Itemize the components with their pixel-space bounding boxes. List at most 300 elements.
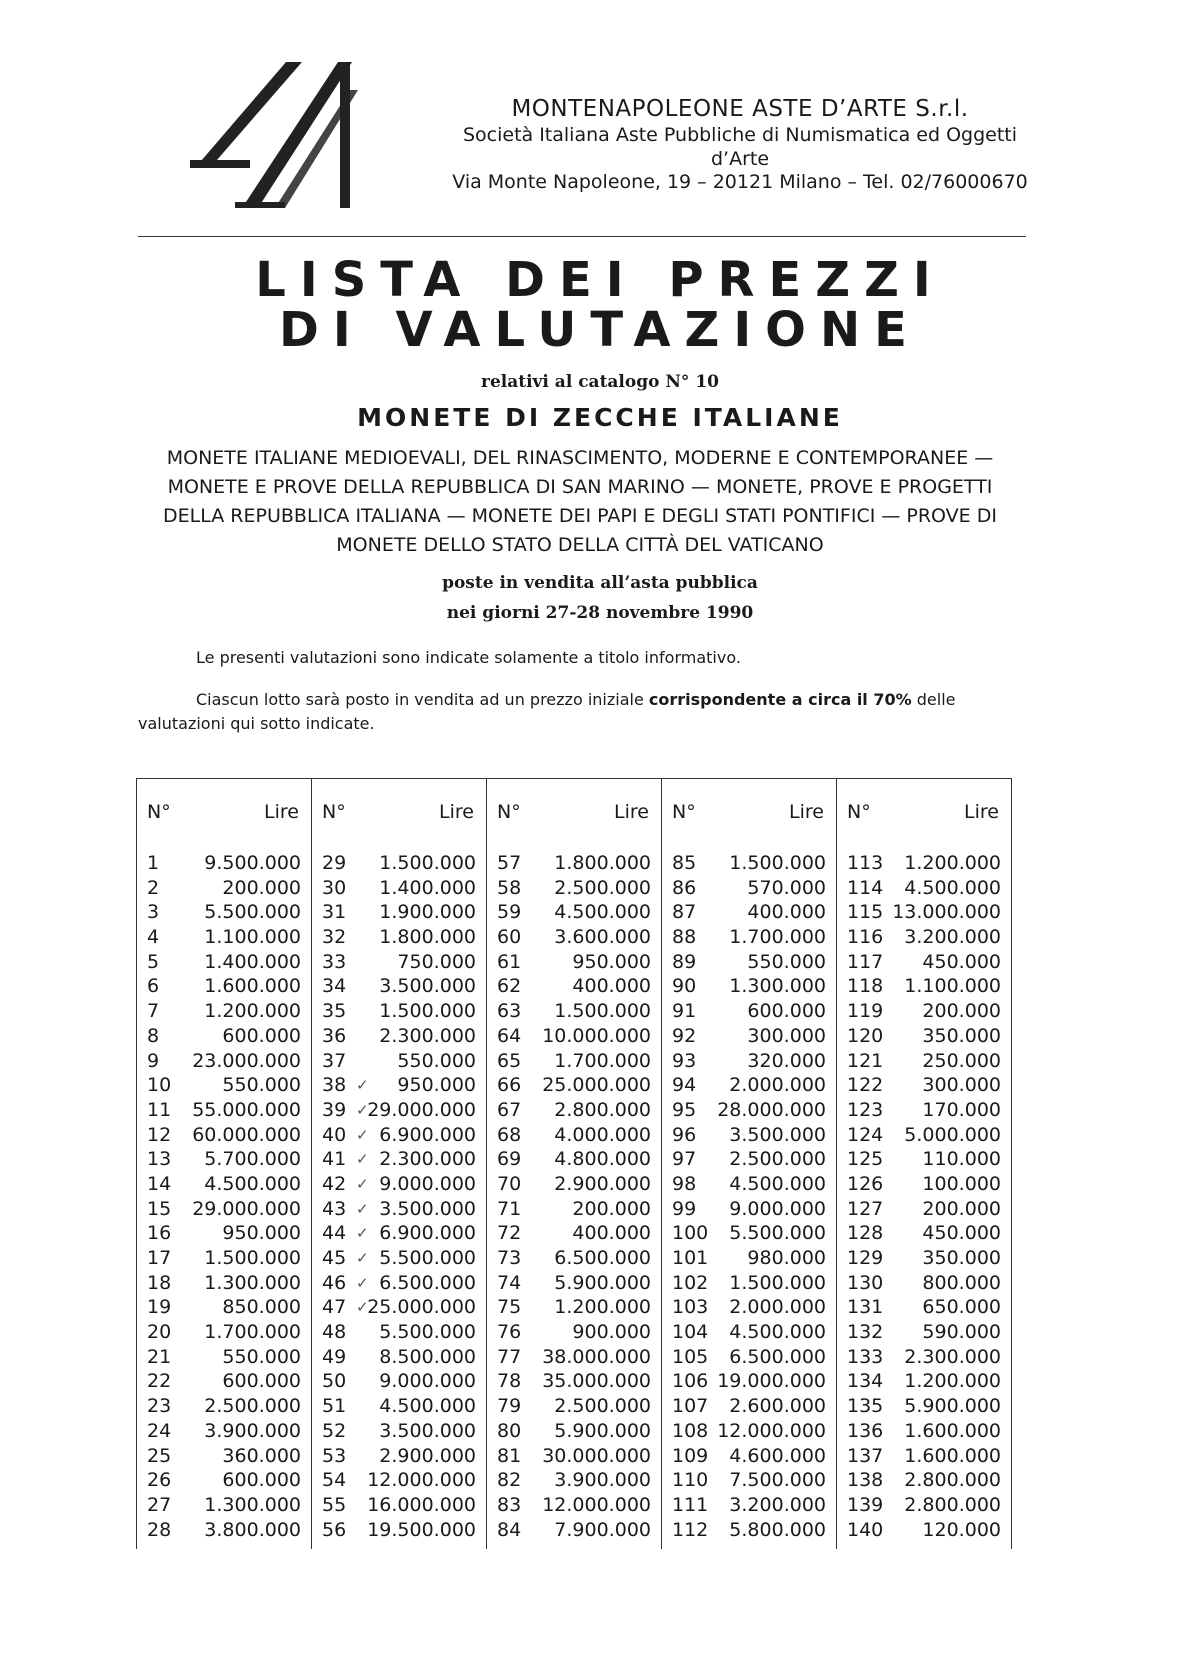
lot-value: 12.000.000	[542, 1493, 651, 1516]
lot-value: 1.800.000	[554, 852, 651, 874]
lot-number: 62	[497, 975, 522, 998]
lot-value: 650.000	[922, 1296, 1001, 1319]
table-row	[487, 1369, 661, 1394]
table-row	[837, 1444, 1011, 1469]
lot-number: 70	[497, 1172, 522, 1195]
table-row	[487, 1468, 661, 1493]
table-row	[837, 999, 1011, 1024]
table-row	[837, 1147, 1011, 1172]
table-row	[487, 1493, 661, 1518]
lot-number: 114	[847, 876, 884, 899]
table-row	[837, 1123, 1011, 1148]
table-row	[312, 1123, 486, 1148]
checkmark-icon: ✓	[356, 1174, 369, 1193]
table-row	[837, 1295, 1011, 1320]
table-row	[837, 1024, 1011, 1049]
lot-number: 134	[847, 1370, 884, 1393]
table-row	[837, 1172, 1011, 1197]
company-tagline: Società Italiana Aste Pubbliche di Numismatica ed Oggetti d’Arte	[462, 123, 1018, 170]
lot-value: 6.500.000	[554, 1247, 651, 1269]
table-row	[312, 1320, 486, 1345]
table-row	[662, 1073, 836, 1098]
table-row	[487, 950, 661, 975]
table-row	[312, 1518, 486, 1543]
header-lire: Lire	[264, 801, 299, 823]
lot-number: 8	[147, 1024, 160, 1047]
lot-value: 29.000.000	[367, 1098, 476, 1121]
lot-value: 1.600.000	[904, 1444, 1001, 1467]
lot-number: 137	[847, 1444, 884, 1467]
table-row	[137, 1073, 311, 1098]
lot-number: 35	[322, 1000, 347, 1023]
lot-number: 49	[322, 1345, 347, 1368]
lot-value: 3.500.000	[379, 975, 476, 998]
table-row	[312, 1493, 486, 1518]
lot-number: 126	[847, 1172, 884, 1195]
lot-number: 60	[497, 926, 522, 949]
table-row	[137, 1246, 311, 1271]
table-row	[312, 1098, 486, 1123]
table-row	[662, 876, 836, 901]
lot-number: 6	[147, 975, 160, 998]
lot-number: 76	[497, 1321, 522, 1344]
table-row	[312, 974, 486, 999]
table-row	[137, 999, 311, 1024]
table-row	[837, 950, 1011, 975]
lot-value: 5.700.000	[204, 1148, 301, 1171]
lot-value: 1.600.000	[904, 1419, 1001, 1442]
lot-value: 1.700.000	[729, 926, 826, 949]
table-row	[312, 1271, 486, 1296]
table-row	[312, 1295, 486, 1320]
checkmark-icon: ✓	[356, 1249, 369, 1267]
lot-value: 1.800.000	[379, 926, 476, 949]
lot-value: 2.800.000	[904, 1469, 1001, 1492]
lot-value: 200.000	[922, 1197, 1001, 1220]
lot-value: 2.000.000	[729, 1296, 826, 1319]
table-row	[837, 1518, 1011, 1543]
disclaimer: Le presenti valutazioni sono indicate solamente a titolo informativo.	[196, 648, 741, 667]
lot-value: 250.000	[922, 1049, 1001, 1072]
lot-value: 570.000	[747, 876, 826, 899]
lot-value: 4.500.000	[904, 876, 1001, 899]
lot-number: 22	[147, 1370, 172, 1393]
table-row	[487, 1024, 661, 1049]
lot-value: 29.000.000	[192, 1197, 301, 1220]
header-lot-number: N°	[322, 801, 346, 823]
lot-value: 1.300.000	[204, 1493, 301, 1516]
checkmark-icon: ✓	[356, 1125, 369, 1144]
table-row	[137, 1221, 311, 1246]
table-row	[312, 1221, 486, 1246]
table-row	[487, 1419, 661, 1444]
table-column	[486, 779, 661, 1549]
lot-number: 61	[497, 950, 522, 973]
table-row	[837, 851, 1011, 876]
table-row	[837, 1419, 1011, 1444]
lot-number: 109	[672, 1444, 709, 1467]
lot-number: 17	[147, 1247, 172, 1269]
table-row	[312, 1345, 486, 1370]
lot-value: 5.500.000	[379, 1321, 476, 1344]
table-row	[662, 1098, 836, 1123]
lot-number: 112	[672, 1518, 709, 1541]
lot-number: 133	[847, 1345, 884, 1368]
lot-number: 52	[322, 1419, 347, 1442]
starting-price-note: Ciascun lotto sarà posto in vendita ad un prezzo iniziale corrispondente a circa il 70% delle valutazioni qui sotto indicate.	[138, 690, 956, 733]
lot-number: 129	[847, 1247, 884, 1269]
lot-value: 9.000.000	[379, 1172, 476, 1195]
table-row	[137, 1518, 311, 1543]
lot-value: 1.200.000	[204, 1000, 301, 1023]
table-row	[312, 1444, 486, 1469]
lot-number: 20	[147, 1321, 172, 1344]
table-row	[837, 1493, 1011, 1518]
lot-value: 12.000.000	[367, 1469, 476, 1492]
lot-number: 4	[147, 926, 160, 949]
table-row	[837, 1197, 1011, 1222]
lot-value: 28.000.000	[717, 1098, 826, 1121]
table-row	[487, 1518, 661, 1543]
lot-number: 14	[147, 1172, 172, 1195]
lot-value: 550.000	[747, 950, 826, 973]
table-row	[312, 1419, 486, 1444]
lot-number: 34	[322, 975, 347, 998]
table-row	[137, 1098, 311, 1123]
lot-number: 71	[497, 1197, 522, 1220]
checkmark-icon: ✓	[356, 1199, 369, 1218]
table-row	[312, 1147, 486, 1172]
lot-value: 2.300.000	[379, 1024, 476, 1047]
table-column	[661, 779, 836, 1549]
lot-value: 6.900.000	[379, 1222, 476, 1245]
page-title-line2: DI VALUTAZIONE	[279, 302, 921, 358]
lot-value: 7.500.000	[729, 1469, 826, 1492]
lot-value: 950.000	[222, 1222, 301, 1245]
lot-value: 2.300.000	[379, 1148, 476, 1171]
lot-number: 118	[847, 975, 884, 998]
table-row	[137, 1024, 311, 1049]
lot-value: 5.500.000	[729, 1222, 826, 1245]
table-row	[837, 900, 1011, 925]
lot-value: 1.400.000	[204, 950, 301, 973]
table-row	[487, 876, 661, 901]
table-row	[662, 1197, 836, 1222]
lot-number: 1	[147, 852, 160, 874]
lot-value: 8.500.000	[379, 1345, 476, 1368]
lot-number: 56	[322, 1518, 347, 1541]
lot-number: 132	[847, 1321, 884, 1344]
table-row	[487, 1172, 661, 1197]
lot-value: 2.500.000	[554, 1395, 651, 1418]
table-row	[487, 1271, 661, 1296]
table-row	[662, 1493, 836, 1518]
lot-number: 110	[672, 1469, 709, 1492]
lot-value: 980.000	[747, 1247, 826, 1269]
table-row	[487, 1147, 661, 1172]
table-row	[312, 1172, 486, 1197]
lot-value: 7.900.000	[554, 1518, 651, 1541]
lot-value: 2.500.000	[729, 1148, 826, 1171]
lot-value: 9.500.000	[204, 852, 301, 874]
table-row	[137, 974, 311, 999]
lot-value: 13.000.000	[892, 901, 1001, 924]
lot-number: 93	[672, 1049, 697, 1072]
table-row	[137, 900, 311, 925]
table-row	[662, 974, 836, 999]
lot-number: 73	[497, 1247, 522, 1269]
table-row	[137, 1320, 311, 1345]
table-row	[312, 999, 486, 1024]
lot-number: 67	[497, 1098, 522, 1121]
lot-number: 23	[147, 1395, 172, 1418]
lot-number: 127	[847, 1197, 884, 1220]
lot-value: 1.500.000	[554, 1000, 651, 1023]
lot-value: 5.900.000	[554, 1419, 651, 1442]
table-row	[312, 900, 486, 925]
lot-number: 72	[497, 1222, 522, 1245]
lot-value: 900.000	[572, 1321, 651, 1344]
lot-number: 108	[672, 1419, 709, 1442]
lot-number: 122	[847, 1074, 884, 1097]
table-row	[312, 925, 486, 950]
checkmark-icon: ✓	[356, 1273, 369, 1292]
lot-number: 38	[322, 1074, 347, 1097]
lot-number: 43	[322, 1197, 347, 1220]
table-row	[662, 1345, 836, 1370]
table-row	[487, 1123, 661, 1148]
table-row	[137, 1295, 311, 1320]
table-row	[662, 950, 836, 975]
lot-number: 135	[847, 1395, 884, 1418]
lot-value: 10.000.000	[542, 1024, 651, 1047]
lot-value: 5.900.000	[554, 1271, 651, 1294]
lot-value: 1.200.000	[904, 1370, 1001, 1393]
table-row	[837, 1098, 1011, 1123]
lot-value: 30.000.000	[542, 1444, 651, 1467]
table-row	[662, 1221, 836, 1246]
lot-number: 37	[322, 1049, 347, 1072]
lot-number: 105	[672, 1345, 709, 1368]
lot-number: 83	[497, 1493, 522, 1516]
checkmark-icon: ✓	[356, 1298, 369, 1317]
table-row	[137, 1049, 311, 1074]
lot-value: 1.400.000	[379, 876, 476, 899]
table-row	[837, 1073, 1011, 1098]
lot-number: 44	[322, 1222, 347, 1245]
lot-value: 300.000	[922, 1074, 1001, 1097]
lot-number: 59	[497, 901, 522, 924]
lot-value: 590.000	[922, 1321, 1001, 1344]
lot-number: 100	[672, 1222, 709, 1245]
lot-number: 99	[672, 1197, 697, 1220]
lot-number: 31	[322, 901, 347, 924]
lot-value: 600.000	[222, 1469, 301, 1492]
lot-number: 51	[322, 1395, 347, 1418]
table-row	[312, 950, 486, 975]
table-row	[837, 1271, 1011, 1296]
lot-number: 63	[497, 1000, 522, 1023]
table-row	[312, 1073, 486, 1098]
lot-number: 69	[497, 1148, 522, 1171]
table-row	[837, 1320, 1011, 1345]
table-row	[137, 1147, 311, 1172]
table-row	[662, 1419, 836, 1444]
section-heading: MONETE DI ZECCHE ITALIANE	[357, 403, 843, 432]
table-row	[662, 1369, 836, 1394]
lot-value: 2.500.000	[554, 876, 651, 899]
header-lire: Lire	[789, 801, 824, 823]
table-row	[487, 925, 661, 950]
lot-value: 3.600.000	[554, 926, 651, 949]
lot-value: 1.700.000	[554, 1049, 651, 1072]
lot-number: 2	[147, 876, 160, 899]
table-row	[662, 1271, 836, 1296]
table-row	[837, 1369, 1011, 1394]
lot-value: 3.900.000	[204, 1419, 301, 1442]
lot-number: 81	[497, 1444, 522, 1467]
lot-value: 850.000	[222, 1296, 301, 1319]
table-row	[312, 851, 486, 876]
header-divider	[138, 236, 1026, 237]
table-row	[137, 1468, 311, 1493]
lot-value: 2.300.000	[904, 1345, 1001, 1368]
lot-value: 1.500.000	[204, 1247, 301, 1269]
lot-value: 1.100.000	[904, 975, 1001, 998]
lot-value: 1.300.000	[729, 975, 826, 998]
lot-value: 3.800.000	[204, 1518, 301, 1541]
lot-number: 19	[147, 1296, 172, 1319]
lot-number: 121	[847, 1049, 884, 1072]
lot-value: 200.000	[572, 1197, 651, 1220]
lot-value: 1.900.000	[379, 901, 476, 924]
company-name: MONTENAPOLEONE ASTE D’ARTE S.r.l.	[511, 96, 969, 122]
table-row	[137, 851, 311, 876]
lot-value: 12.000.000	[717, 1419, 826, 1442]
lot-value: 600.000	[747, 1000, 826, 1023]
lot-value: 9.000.000	[379, 1370, 476, 1393]
lot-value: 2.000.000	[729, 1074, 826, 1097]
lot-number: 97	[672, 1148, 697, 1171]
lot-value: 38.000.000	[542, 1345, 651, 1368]
lot-value: 3.500.000	[729, 1123, 826, 1146]
table-row	[662, 1123, 836, 1148]
lot-value: 1.300.000	[204, 1271, 301, 1294]
lot-value: 2.900.000	[379, 1444, 476, 1467]
lot-value: 1.500.000	[379, 852, 476, 874]
lot-number: 104	[672, 1321, 709, 1344]
table-column	[311, 779, 486, 1549]
lot-value: 350.000	[922, 1024, 1001, 1047]
lot-number: 45	[322, 1247, 347, 1269]
lot-number: 102	[672, 1271, 709, 1294]
lot-value: 35.000.000	[542, 1370, 651, 1393]
lot-number: 130	[847, 1271, 884, 1294]
table-row	[837, 1468, 1011, 1493]
lot-number: 78	[497, 1370, 522, 1393]
lot-number: 24	[147, 1419, 172, 1442]
lot-number: 33	[322, 950, 347, 973]
table-row	[312, 1049, 486, 1074]
table-row	[137, 1394, 311, 1419]
lot-number: 39	[322, 1098, 347, 1121]
lot-value: 2.800.000	[904, 1493, 1001, 1516]
lot-number: 41	[322, 1148, 347, 1171]
lot-number: 86	[672, 876, 697, 899]
lot-number: 101	[672, 1247, 709, 1269]
lot-value: 600.000	[222, 1024, 301, 1047]
lot-number: 64	[497, 1024, 522, 1047]
lot-value: 4.500.000	[379, 1395, 476, 1418]
table-row	[662, 1320, 836, 1345]
lot-number: 26	[147, 1469, 172, 1492]
lot-number: 85	[672, 852, 697, 874]
lot-number: 53	[322, 1444, 347, 1467]
header-lot-number: N°	[847, 801, 871, 823]
company-logo	[190, 60, 370, 220]
table-row	[662, 1518, 836, 1543]
table-row	[312, 1024, 486, 1049]
table-row	[487, 974, 661, 999]
checkmark-icon: ✓	[356, 1100, 369, 1119]
lot-value: 2.600.000	[729, 1395, 826, 1418]
lot-number: 28	[147, 1518, 172, 1541]
auction-dates: nei giorni 27-28 novembre 1990	[446, 603, 754, 623]
table-row	[662, 1049, 836, 1074]
table-row	[137, 1197, 311, 1222]
table-row	[487, 1197, 661, 1222]
lot-value: 6.500.000	[379, 1271, 476, 1294]
table-row	[837, 1394, 1011, 1419]
table-row	[487, 1345, 661, 1370]
lot-number: 21	[147, 1345, 172, 1368]
table-row	[662, 1024, 836, 1049]
lot-number: 84	[497, 1518, 522, 1541]
table-row	[837, 1345, 1011, 1370]
lot-number: 91	[672, 1000, 697, 1023]
lot-value: 200.000	[222, 876, 301, 899]
lot-number: 7	[147, 1000, 160, 1023]
lot-number: 80	[497, 1419, 522, 1442]
lot-number: 65	[497, 1049, 522, 1072]
lot-number: 88	[672, 926, 697, 949]
lot-value: 3.500.000	[379, 1197, 476, 1220]
lot-number: 103	[672, 1296, 709, 1319]
lot-number: 74	[497, 1271, 522, 1294]
lot-number: 18	[147, 1271, 172, 1294]
table-row	[137, 1369, 311, 1394]
lot-value: 6.900.000	[379, 1123, 476, 1146]
lot-number: 16	[147, 1222, 172, 1245]
table-row	[662, 1394, 836, 1419]
lot-number: 66	[497, 1074, 522, 1097]
lot-number: 111	[672, 1493, 709, 1516]
lot-number: 115	[847, 901, 884, 924]
company-address: Via Monte Napoleone, 19 – 20121 Milano – Tel. 02/76000670	[452, 171, 1028, 194]
lot-number: 98	[672, 1172, 697, 1195]
lot-number: 54	[322, 1469, 347, 1492]
lot-value: 5.900.000	[904, 1395, 1001, 1418]
lot-value: 2.900.000	[554, 1172, 651, 1195]
header-lire: Lire	[439, 801, 474, 823]
table-row	[137, 1493, 311, 1518]
table-row	[487, 1049, 661, 1074]
lot-value: 400.000	[572, 1222, 651, 1245]
lot-number: 125	[847, 1148, 884, 1171]
lot-value: 1.500.000	[729, 852, 826, 874]
lot-number: 123	[847, 1098, 884, 1121]
lot-value: 320.000	[747, 1049, 826, 1072]
